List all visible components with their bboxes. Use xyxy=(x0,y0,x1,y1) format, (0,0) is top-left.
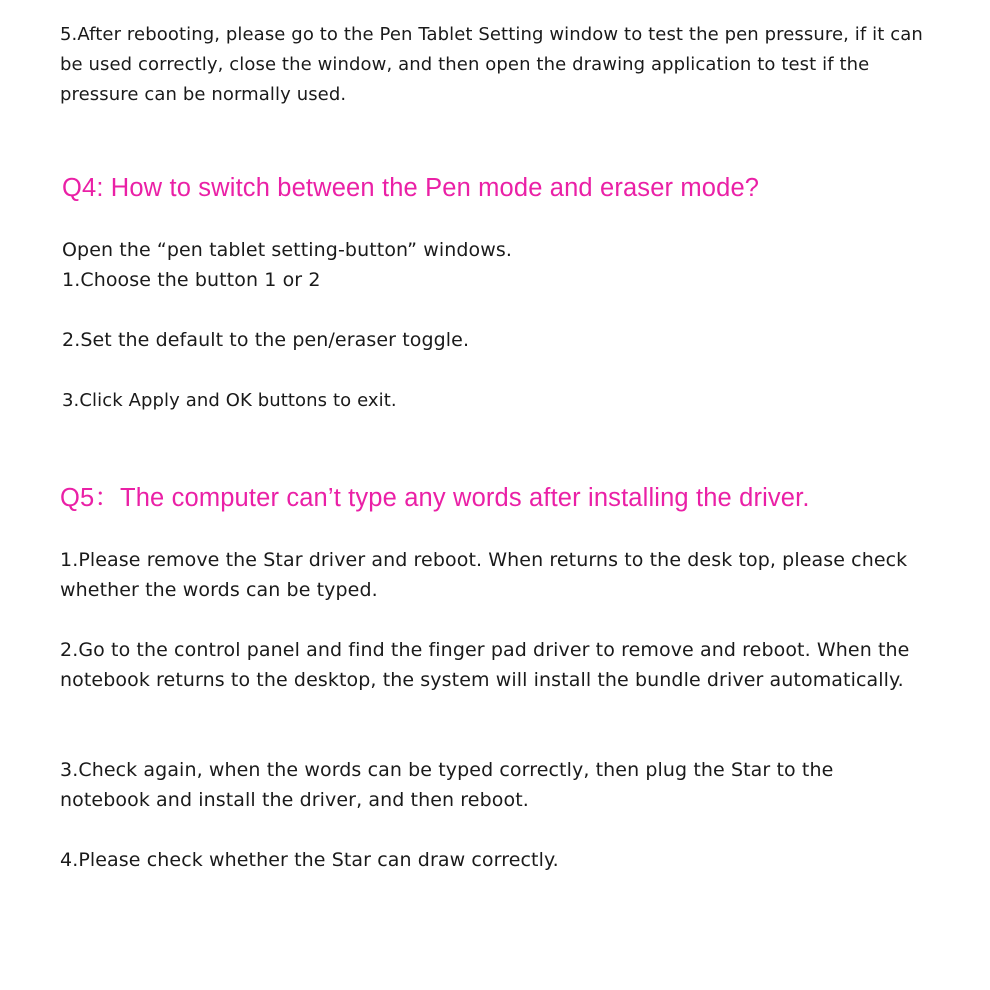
q4-step-3: 3.Click Apply and OK buttons to exit. xyxy=(62,390,397,411)
q5-step-1: 1.Please remove the Star driver and reboot. When returns to the desk top, please check whether the words can be typed. xyxy=(60,549,914,601)
q5-heading: Q5：The computer can’t type any words after installing the driver. xyxy=(60,484,810,512)
q4-open-line: Open the “pen tablet setting-button” windows. xyxy=(62,239,513,261)
q5-step-3: 3.Check again, when the words can be typed correctly, then plug the Star to the notebook and install the driver, and then reboot. xyxy=(60,759,840,811)
q4-step-1: 1.Choose the button 1 or 2 xyxy=(62,269,321,291)
intro-step-5: 5.After rebooting, please go to the Pen Tablet Setting window to test the pen pressure, if it can be used correctly, close the window, and then open the drawing application to test if the pressure can be normally used. xyxy=(60,24,929,105)
q4-heading: Q4: How to switch between the Pen mode and eraser mode? xyxy=(62,174,760,202)
q5-step-2: 2.Go to the control panel and find the finger pad driver to remove and reboot. When the notebook returns to the desktop, the system will install the bundle driver automatically. xyxy=(60,639,916,691)
q5-step-4: 4.Please check whether the Star can draw correctly. xyxy=(60,849,559,871)
q4-step-2: 2.Set the default to the pen/eraser toggle. xyxy=(62,329,470,351)
